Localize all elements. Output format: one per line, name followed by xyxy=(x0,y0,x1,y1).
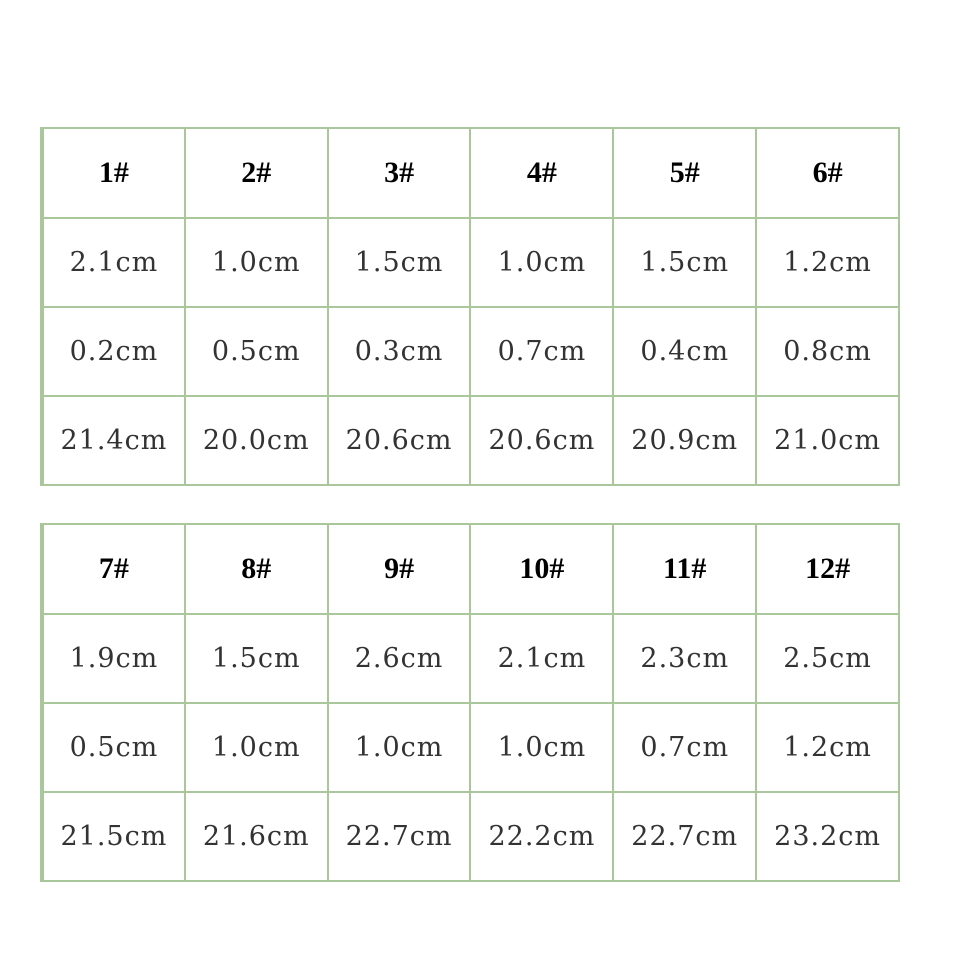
value-cell: 0.8cm xyxy=(756,307,899,396)
value-cell: 21.6cm xyxy=(185,792,328,881)
value-cell: 20.6cm xyxy=(470,396,613,485)
value-cell: 22.7cm xyxy=(613,792,756,881)
value-cell: 2.1cm xyxy=(470,614,613,703)
value-cell: 2.6cm xyxy=(328,614,471,703)
header-cell: 4# xyxy=(470,128,613,218)
header-cell: 6# xyxy=(756,128,899,218)
size-table-1 xyxy=(40,127,900,486)
header-cell: 7# xyxy=(42,524,185,614)
value-cell: 2.1cm xyxy=(42,218,185,307)
value-cell: 1.5cm xyxy=(328,218,471,307)
value-cell: 20.6cm xyxy=(328,396,471,485)
value-cell: 1.0cm xyxy=(185,218,328,307)
value-cell: 0.4cm xyxy=(613,307,756,396)
value-cell: 23.2cm xyxy=(756,792,899,881)
value-cell: 20.0cm xyxy=(185,396,328,485)
table-row xyxy=(42,792,899,881)
value-cell: 2.5cm xyxy=(756,614,899,703)
value-cell: 0.5cm xyxy=(185,307,328,396)
value-cell: 22.7cm xyxy=(328,792,471,881)
size-table-2 xyxy=(40,523,900,882)
header-row xyxy=(42,524,899,614)
value-cell: 1.5cm xyxy=(613,218,756,307)
value-cell: 21.0cm xyxy=(756,396,899,485)
header-cell: 11# xyxy=(613,524,756,614)
table-row xyxy=(42,218,899,307)
header-cell: 12# xyxy=(756,524,899,614)
table-row xyxy=(42,614,899,703)
header-cell: 8# xyxy=(185,524,328,614)
value-cell: 1.5cm xyxy=(185,614,328,703)
value-cell: 1.2cm xyxy=(756,218,899,307)
value-cell: 22.2cm xyxy=(470,792,613,881)
value-cell: 0.7cm xyxy=(470,307,613,396)
value-cell: 0.7cm xyxy=(613,703,756,792)
value-cell: 1.0cm xyxy=(470,218,613,307)
value-cell: 1.9cm xyxy=(42,614,185,703)
header-cell: 2# xyxy=(185,128,328,218)
value-cell: 20.9cm xyxy=(613,396,756,485)
value-cell: 0.5cm xyxy=(42,703,185,792)
value-cell: 1.0cm xyxy=(470,703,613,792)
value-cell: 0.2cm xyxy=(42,307,185,396)
value-cell: 2.3cm xyxy=(613,614,756,703)
value-cell: 0.3cm xyxy=(328,307,471,396)
header-cell: 1# xyxy=(42,128,185,218)
value-cell: 21.5cm xyxy=(42,792,185,881)
header-cell: 9# xyxy=(328,524,471,614)
header-cell: 10# xyxy=(470,524,613,614)
table-row xyxy=(42,396,899,485)
header-cell: 3# xyxy=(328,128,471,218)
header-row xyxy=(42,128,899,218)
value-cell: 1.0cm xyxy=(328,703,471,792)
value-cell: 1.0cm xyxy=(185,703,328,792)
table-row xyxy=(42,703,899,792)
table-row xyxy=(42,307,899,396)
header-cell: 5# xyxy=(613,128,756,218)
value-cell: 21.4cm xyxy=(42,396,185,485)
value-cell: 1.2cm xyxy=(756,703,899,792)
